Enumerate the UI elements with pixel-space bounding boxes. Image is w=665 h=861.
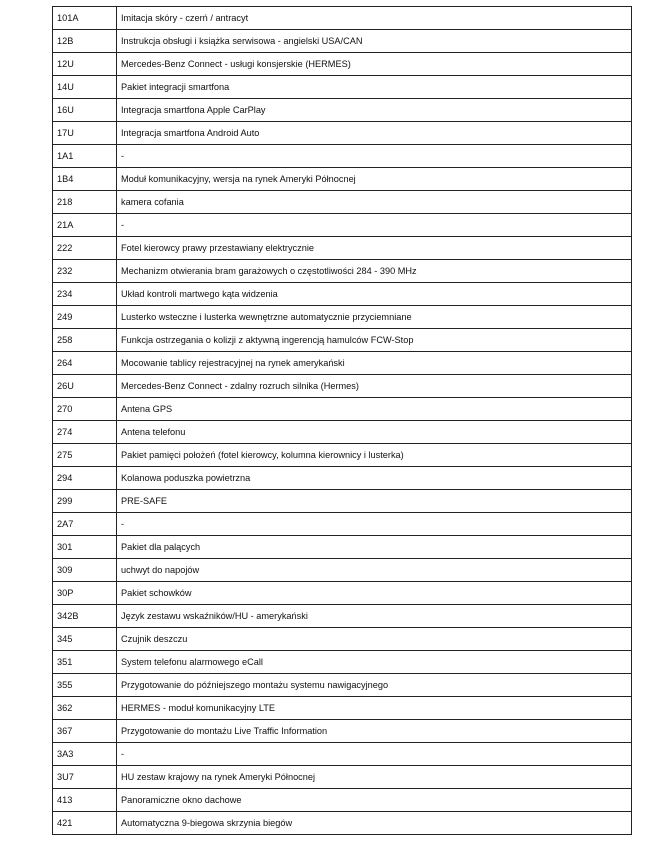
option-description: Fotel kierowcy prawy przestawiany elektrycznie [117, 237, 632, 260]
option-description: HU zestaw krajowy na rynek Ameryki Północnej [117, 766, 632, 789]
option-code: 1A1 [53, 145, 117, 168]
option-description: Antena GPS [117, 398, 632, 421]
option-description: Lusterko wsteczne i lusterka wewnętrzne automatycznie przyciemniane [117, 306, 632, 329]
table-row [53, 421, 632, 444]
option-code: 351 [53, 651, 117, 674]
option-code: 218 [53, 191, 117, 214]
table-row [53, 674, 632, 697]
table-row [53, 467, 632, 490]
option-description: Mercedes-Benz Connect - usługi konsjerskie (HERMES) [117, 53, 632, 76]
table-row [53, 122, 632, 145]
option-description: Pakiet pamięci położeń (fotel kierowcy, kolumna kierownicy i lusterka) [117, 444, 632, 467]
option-description: Pakiet integracji smartfona [117, 76, 632, 99]
option-code: 30P [53, 582, 117, 605]
option-description: - [117, 743, 632, 766]
table-row [53, 743, 632, 766]
table-row [53, 697, 632, 720]
option-description: - [117, 145, 632, 168]
option-description: Integracja smartfona Android Auto [117, 122, 632, 145]
table-row [53, 812, 632, 835]
option-description: Przygotowanie do montażu Live Traffic Information [117, 720, 632, 743]
table-row [53, 306, 632, 329]
option-code: 12B [53, 30, 117, 53]
option-description: Funkcja ostrzegania o kolizji z aktywną ingerencją hamulców FCW-Stop [117, 329, 632, 352]
option-description: Antena telefonu [117, 421, 632, 444]
option-description: Kolanowa poduszka powietrzna [117, 467, 632, 490]
table-row [53, 352, 632, 375]
option-description: Pakiet dla palących [117, 536, 632, 559]
option-description: System telefonu alarmowego eCall [117, 651, 632, 674]
table-row [53, 398, 632, 421]
table-row [53, 168, 632, 191]
table-row [53, 145, 632, 168]
table-row [53, 444, 632, 467]
option-code: 3A3 [53, 743, 117, 766]
table-row [53, 582, 632, 605]
option-code: 17U [53, 122, 117, 145]
option-code: 258 [53, 329, 117, 352]
option-code: 249 [53, 306, 117, 329]
option-description: Układ kontroli martwego kąta widzenia [117, 283, 632, 306]
option-code: 12U [53, 53, 117, 76]
option-description: Mocowanie tablicy rejestracyjnej na rynek amerykański [117, 352, 632, 375]
table-row [53, 628, 632, 651]
table-row [53, 375, 632, 398]
option-description: Instrukcja obsługi i książka serwisowa - angielski USA/CAN [117, 30, 632, 53]
option-description: Automatyczna 9-biegowa skrzynia biegów [117, 812, 632, 835]
table-row [53, 191, 632, 214]
option-code: 309 [53, 559, 117, 582]
option-code: 21A [53, 214, 117, 237]
option-description: - [117, 214, 632, 237]
option-code: 421 [53, 812, 117, 835]
option-code: 270 [53, 398, 117, 421]
option-description: HERMES - moduł komunikacyjny LTE [117, 697, 632, 720]
option-code: 14U [53, 76, 117, 99]
option-description: Czujnik deszczu [117, 628, 632, 651]
option-code: 345 [53, 628, 117, 651]
option-description: Pakiet schowków [117, 582, 632, 605]
option-code: 294 [53, 467, 117, 490]
option-code: 3U7 [53, 766, 117, 789]
table-row [53, 559, 632, 582]
option-code: 355 [53, 674, 117, 697]
table-row [53, 283, 632, 306]
option-code: 16U [53, 99, 117, 122]
option-description: uchwyt do napojów [117, 559, 632, 582]
table-row [53, 651, 632, 674]
table-row [53, 605, 632, 628]
table-row [53, 214, 632, 237]
table-row [53, 7, 632, 30]
option-code: 2A7 [53, 513, 117, 536]
table-row [53, 513, 632, 536]
table-row [53, 789, 632, 812]
table-row [53, 99, 632, 122]
option-description: Integracja smartfona Apple CarPlay [117, 99, 632, 122]
table-row [53, 766, 632, 789]
option-code: 413 [53, 789, 117, 812]
option-description: Mercedes-Benz Connect - zdalny rozruch silnika (Hermes) [117, 375, 632, 398]
option-code: 26U [53, 375, 117, 398]
equipment-options-table [52, 6, 632, 835]
option-code: 1B4 [53, 168, 117, 191]
option-code: 367 [53, 720, 117, 743]
option-code: 299 [53, 490, 117, 513]
table-row [53, 237, 632, 260]
option-code: 275 [53, 444, 117, 467]
option-description: Imitacja skóry - czerń / antracyt [117, 7, 632, 30]
option-description: Panoramiczne okno dachowe [117, 789, 632, 812]
option-description: - [117, 513, 632, 536]
table-row [53, 30, 632, 53]
table-row [53, 329, 632, 352]
option-code: 342B [53, 605, 117, 628]
table-row [53, 536, 632, 559]
table-row [53, 490, 632, 513]
table-row [53, 76, 632, 99]
table-row [53, 720, 632, 743]
options-table-body [53, 7, 632, 835]
option-description: Język zestawu wskaźników/HU - amerykański [117, 605, 632, 628]
option-code: 274 [53, 421, 117, 444]
option-description: Moduł komunikacyjny, wersja na rynek Ameryki Północnej [117, 168, 632, 191]
option-description: PRE-SAFE [117, 490, 632, 513]
option-description: Przygotowanie do późniejszego montażu systemu nawigacyjnego [117, 674, 632, 697]
option-code: 101A [53, 7, 117, 30]
option-code: 234 [53, 283, 117, 306]
option-description: kamera cofania [117, 191, 632, 214]
option-code: 232 [53, 260, 117, 283]
option-description: Mechanizm otwierania bram garażowych o częstotliwości 284 - 390 MHz [117, 260, 632, 283]
table-row [53, 260, 632, 283]
table-row [53, 53, 632, 76]
option-code: 362 [53, 697, 117, 720]
option-code: 301 [53, 536, 117, 559]
option-code: 222 [53, 237, 117, 260]
option-code: 264 [53, 352, 117, 375]
